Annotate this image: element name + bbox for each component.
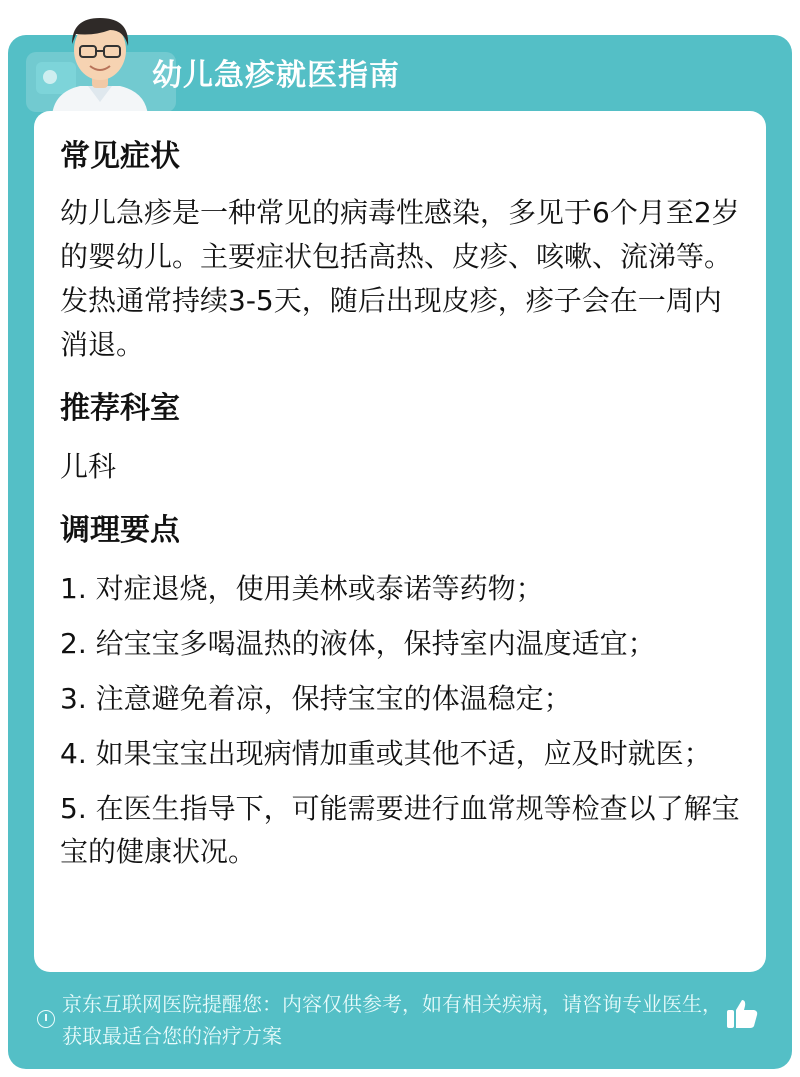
care-item: 2. 给宝宝多喝温热的液体，保持室内温度适宜； [60,627,656,660]
care-item: 4. 如果宝宝出现病情加重或其他不适，应及时就医； [60,737,712,770]
care-item: 1. 对症退烧，使用美林或泰诺等药物； [60,572,544,605]
doctor-avatar [44,6,156,116]
content-card [34,111,766,972]
care-item: 3. 注意避免着凉，保持宝宝的体温稳定； [60,682,572,715]
department-text: 儿科 [60,450,117,483]
page-title: 幼儿急疹就医指南 [152,58,400,93]
department-heading: 推荐科室 [60,391,180,426]
thumbs-up-icon[interactable] [724,996,760,1032]
care-item: 5. 在医生指导下，可能需要进行血常规等检查以了解宝宝的健康状况。 [60,792,740,868]
symptoms-text: 幼儿急疹是一种常见的病毒性感染，多见于6个月至2岁的婴幼儿。主要症状包括高热、皮疹、咳嗽、流涕等。发热通常持续3-5天，随后出现皮疹，疹子会在一周内消退。 [60,196,740,361]
info-icon [37,1010,55,1028]
disclaimer-text: 京东互联网医院提醒您：内容仅供参考，如有相关疾病，请咨询专业医生，获取最适合您的治疗方案 [62,992,722,1048]
care-heading: 调理要点 [60,513,180,548]
symptoms-heading: 常见症状 [60,139,180,174]
